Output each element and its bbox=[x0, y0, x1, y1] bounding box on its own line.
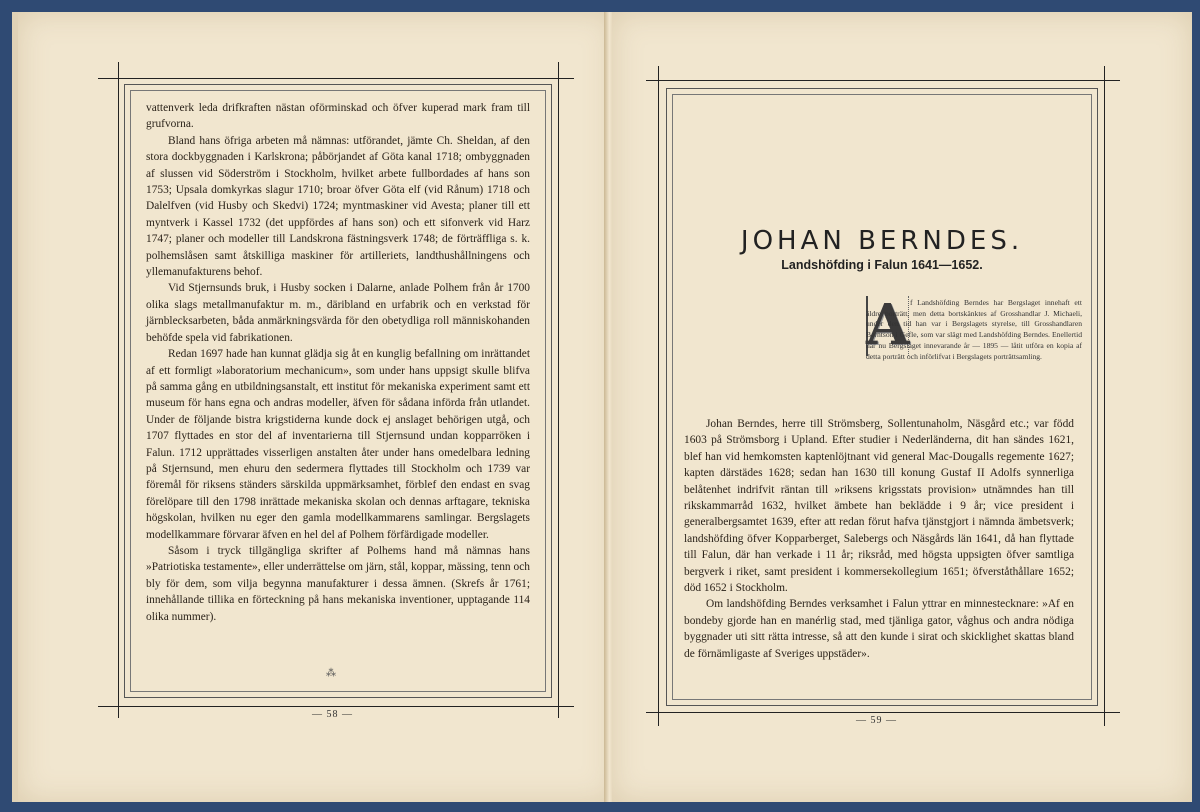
left-paragraph: Såsom i tryck tillgängliga skrifter af Polhems hand må nämnas hans »Patriotiska testamente», eller underrättelse om järn, stål, koppar, mässing, tenn och bly för dem, som vilja begynna manufakturer i dessa ämnen. (Skrefs år 1761; innehållande tillika en förteckning på hans mekaniska inventioner, upptagande 114 olika nummer). bbox=[146, 544, 530, 623]
portrait-caption: f Landshöfding Berndes har Bergslaget innehaft ett äldre porträtt, men detta bortskänktes af Grosshandlar J. Michaeli, under den tid han var i Bergslagets styrelse, till Grosshandlaren Berntson i Gefle, som var slägt med Landshöfding Berndes. Enellertid har nu Bergslaget innevarande år — 1895 — låtit utföra en kopia af detta porträtt och införlifvat i Bergslagets porträttsamling. bbox=[866, 298, 1082, 361]
left-paragraph: Redan 1697 hade han kunnat glädja sig åt en kunglig befallning om inrättandet af ett formligt »laboratorium mechanicum», som under hans uppsigt skulle blifva på samma gång en utbildningsanstalt, ett institut för mekaniska experiment samt ett museum för hans egna och andras modeller, äfven för sådana införda från utlandet. Under de följande bistra krigstiderna kunde dock ej anslaget behörigen utgå, och 1707 flyttades en stor del af inventarierna till Stjernsund undan kopparröken i Falun. 1712 upprättades visserligen anstalten åter under hans omedelbara ledning på Stjernsund, men ehuru den sedermera flyttades till Stockholm och 1739 var föremål för riksens ständers särskilda uppmärksamhet, förblef den endast en svag förelöpare till den 1798 inrättade mekaniska skolan och dennas arftagare, tekniska högskolan, hvilken nu eger den gamla modellkammarens samlingar. Bergslagets modellkammare förvarar äfven en hel del af Polhem förfärdigade modeller. bbox=[146, 348, 530, 541]
right-paragraph: Om landshöfding Berndes verksamhet i Falun yttrar en minnestecknare: »Af en bondeby gjorde han en manérlig stad, med tjänliga gator, våghus och andra nödiga byggnader uti sitt rätta intresse, så att den kunde i sirat och skicklighet skattas bland de förnämligaste af Sveriges uppstäder». bbox=[684, 598, 1074, 660]
right-frame-top-line bbox=[646, 80, 1120, 81]
left-frame-left-line bbox=[118, 62, 119, 718]
left-paragraph: vattenverk leda drifkraften nästan oförminskad och öfver kuperad mark fram till grufvorna. bbox=[146, 102, 530, 131]
right-frame-left-line bbox=[658, 66, 659, 726]
left-page-text bbox=[146, 100, 530, 625]
drop-cap-initial: A bbox=[866, 292, 910, 358]
right-paragraph: Johan Berndes, herre till Strömsberg, Sollentunaholm, Näsgård etc.; var född 1603 på Strömsborg i Upland. Efter studier i Nederländerna, dit han sändes 1621, blef han vid hemkomsten kaptenlöjtnant vid general Mac-Dougalls regemente 1627; kapten därstädes 1628; sedan han 1630 till konung Gustaf II Adolfs synnerliga belåtenhet indrifvit räntan till »riksens krigsstats provision» utnämndes han till rikskammarråd 1632, hvilket ämbete han beklädde i 9 år; vice president i generalbergsamtet 1639, efter att redan förut hafva tjänstgjort i nämnda ämbetsverk; landshöfding öfver Kopparberget, Salebergs och Näsgårds län 1641, då han flyttade till Falun, där han verkade i 11 år; riksråd, med högsta uppsigten öfver samtliga bergverk i riket, samt president i kommersekollegium 1651; öfverståthållare 1652; död 1652 i Stockholm. bbox=[684, 418, 1074, 595]
article-title: JOHAN BERNDES. bbox=[740, 226, 1024, 256]
right-frame-right-line bbox=[1104, 66, 1105, 726]
left-frame-bottom-line bbox=[98, 706, 574, 707]
end-ornament: ⁂ bbox=[326, 668, 336, 679]
left-page-number: — 58 — bbox=[312, 709, 353, 720]
right-page-text bbox=[684, 416, 1074, 662]
left-frame-top-line bbox=[98, 78, 574, 79]
right-page-number: — 59 — bbox=[856, 715, 897, 726]
article-subtitle: Landshöfding i Falun 1641—1652. bbox=[781, 258, 983, 272]
left-paragraph: Bland hans öfriga arbeten må nämnas: utförandet, jämte Ch. Sheldan, af den stora dockbyggnaden i Karlskrona; påbörjandet af Göta kanal 1718; ombyggnaden af slussen vid Söderström i Stockholm, hvilket arbete fullbordades af hans son 1753; Upsala domkyrkas slagur 1710; broar öfver Göta elf (vid Rånum) 1718 och Dalelfven (vid Husby och Skedvi) 1724; myntmaskiner vid Avesta; planer till ett myntverk i Kassel 1732 (det uppfördes af hans son) och ett sifonverk vid Harz 1747; planer och modeller till Landskrona fästningsverk 1748; de förträffliga s. k. polhemslåsen samt åtskilliga maskiner för artilleriets, landthushållningens och yllemanufakturens behof. bbox=[146, 134, 530, 279]
right-frame-bottom-line bbox=[646, 712, 1120, 713]
left-paragraph: Vid Stjernsunds bruk, i Husby socken i Dalarne, anlade Polhem från år 1700 olika slags metallmanufaktur m. m., däribland en urfabrik och en verkstad för järnblecksarbeten, båda anmärkningsvärda för den obetydliga roll människohanden behöfde spela vid fabrikationen. bbox=[146, 282, 530, 344]
left-frame-right-line bbox=[558, 62, 559, 718]
